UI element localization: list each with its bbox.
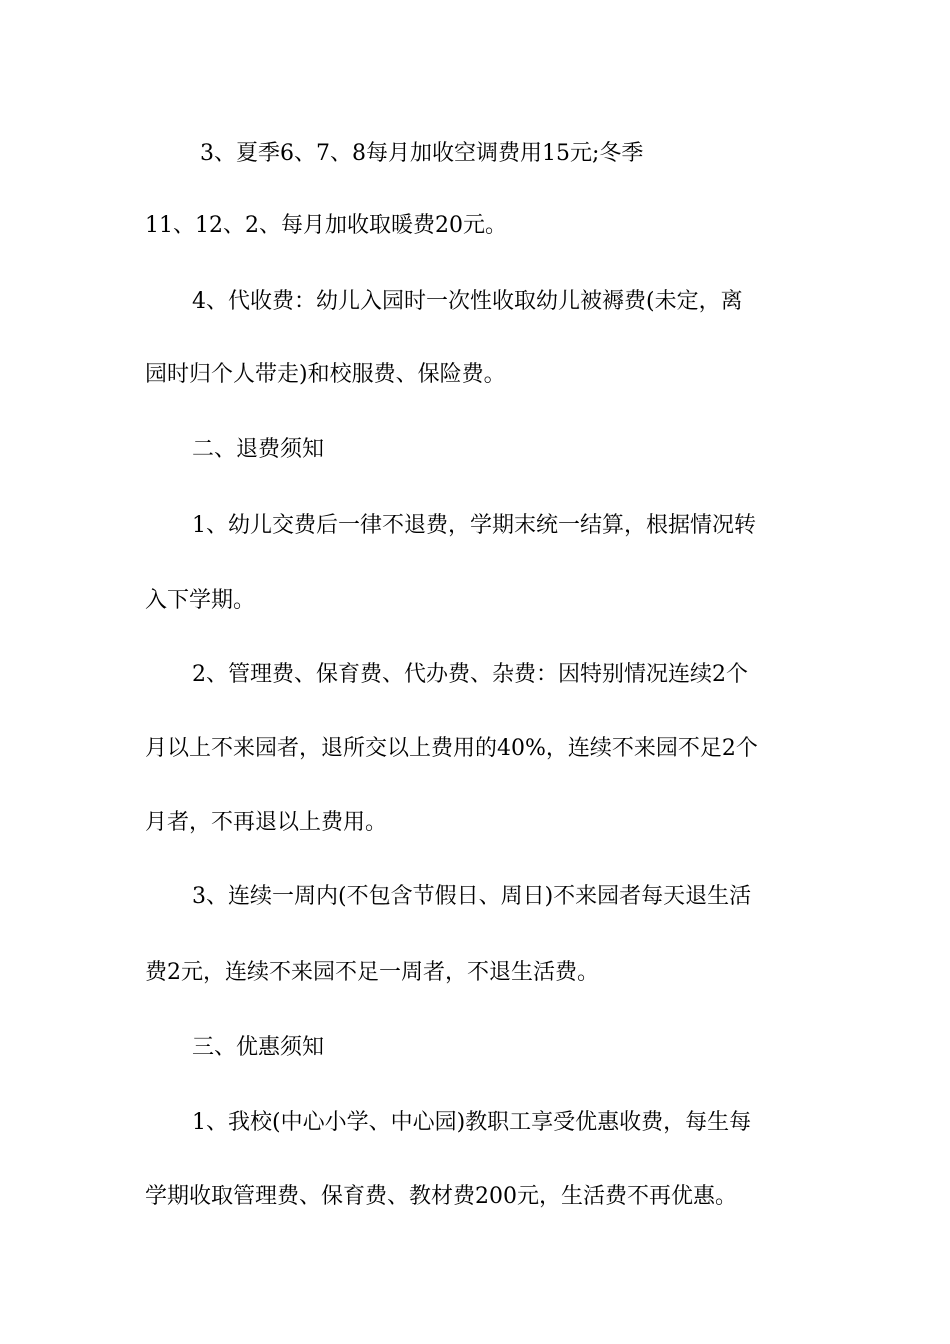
paragraph-line-3: 4、代收费：幼儿入园时一次性收取幼儿被褥费(未定，离 [192, 289, 743, 314]
paragraph-line-14: 1、我校(中心小学、中心园)教职工享受优惠收费，每生每 [192, 1110, 752, 1135]
paragraph-line-6: 1、幼儿交费后一律不退费，学期末统一结算，根据情况转 [192, 513, 756, 538]
paragraph-line-4: 园时归个人带走)和校服费、保险费。 [145, 362, 506, 387]
paragraph-line-8: 2、管理费、保育费、代办费、杂费：因特别情况连续2个 [192, 662, 748, 687]
paragraph-line-7: 入下学期。 [145, 588, 256, 613]
section-heading-discount: 三、优惠须知 [192, 1035, 325, 1060]
paragraph-line-2: 11、12、2、每月加收取暖费20元。 [145, 213, 507, 238]
paragraph-line-12: 费2元，连续不来园不足一周者，不退生活费。 [145, 960, 599, 985]
paragraph-line-15: 学期收取管理费、保育费、教材费200元，生活费不再优惠。 [145, 1184, 737, 1209]
section-heading-refund: 二、退费须知 [192, 437, 325, 462]
paragraph-line-1: 3、夏季6、7、8每月加收空调费用15元;冬季 [200, 141, 644, 166]
paragraph-line-9: 月以上不来园者，退所交以上费用的40%，连续不来园不足2个 [145, 736, 758, 761]
paragraph-line-10: 月者，不再退以上费用。 [145, 810, 388, 835]
paragraph-line-11: 3、连续一周内(不包含节假日、周日)不来园者每天退生活 [192, 884, 752, 909]
